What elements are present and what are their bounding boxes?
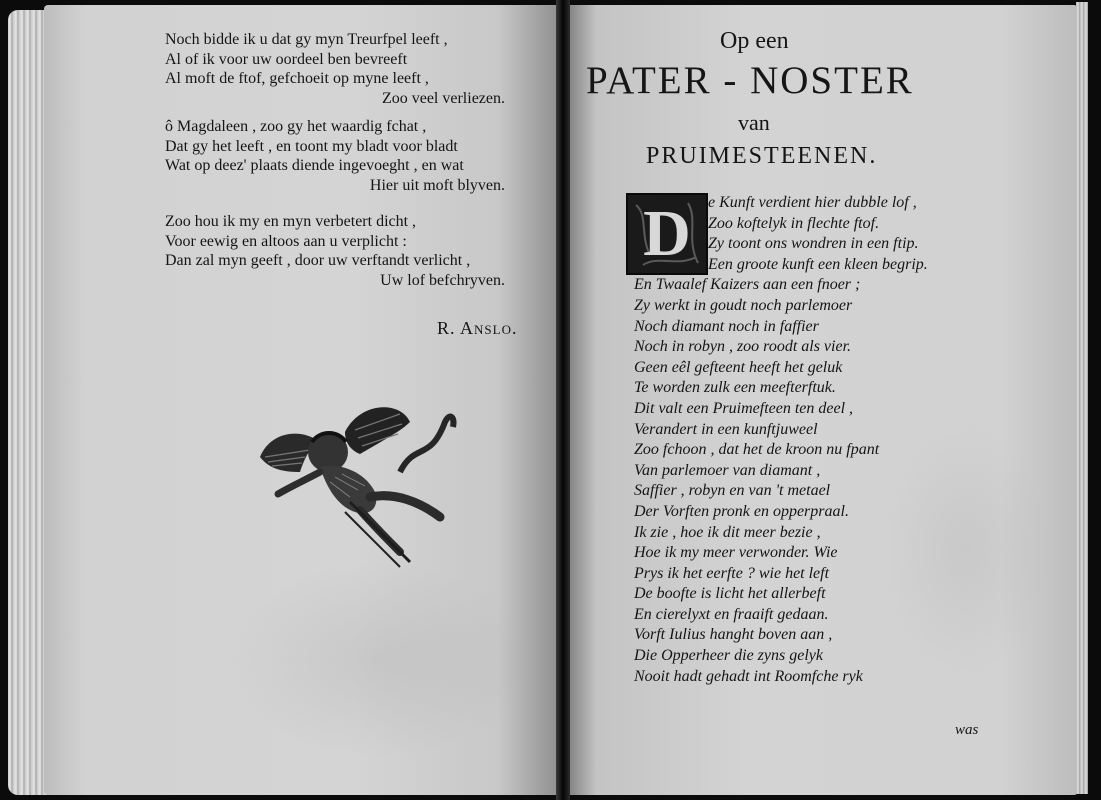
poem-line: Prys ik het eerfte ? wie het left bbox=[634, 564, 830, 582]
poem-line: Van parlemoer van diamant , bbox=[634, 461, 821, 479]
poem-line: Ik zie , hoe ik dit meer bezie , bbox=[634, 523, 821, 541]
book-gutter bbox=[556, 0, 570, 800]
verse-line: Al moft de ftof, gefchoeit op myne leeft , bbox=[165, 70, 429, 87]
title-line-3: van bbox=[738, 110, 770, 135]
poem-line: Nooit hadt gehadt int Roomfche ryk bbox=[634, 667, 863, 685]
verse-line: Voor eewig en altoos aan u verplicht : bbox=[165, 232, 407, 250]
left-stanza-1 bbox=[165, 30, 505, 108]
poem-line: Der Vorften pronk en opperpraal. bbox=[634, 502, 849, 520]
poem-line: De boofte is licht het allerbeft bbox=[634, 585, 826, 603]
poem-line: En cierelyxt en fraaift gedaan. bbox=[634, 605, 829, 623]
poem-line: En Twaalef Kaizers aan een fnoer ; bbox=[634, 276, 861, 294]
title-line-1: Op een bbox=[720, 28, 789, 54]
poem-body bbox=[634, 193, 1054, 687]
poem-line: Zy werkt in goudt noch parlemoer bbox=[634, 296, 853, 314]
poem-line: Een groote kunft een kleen begrip. bbox=[708, 255, 928, 273]
poem-line: Zoo koftelyk in flechte ftof. bbox=[708, 214, 880, 232]
poem-line: Geen eêl gefteent heeft het geluk bbox=[634, 358, 843, 376]
catchword: was bbox=[955, 722, 979, 738]
poem-line: e Kunft verdient hier dubble lof , bbox=[708, 194, 917, 211]
verse-line: Dat gy het leeft , en toont my bladt voor bladt bbox=[165, 137, 458, 155]
poem-line: Zy toont ons wondren in een ftip. bbox=[708, 235, 919, 253]
bleed-through-shadow bbox=[230, 560, 530, 760]
verse-line: ô Magdaleen , zoo gy het waardig fchat , bbox=[165, 118, 427, 135]
author-signature: R. Anslo. bbox=[437, 318, 518, 338]
left-stanza-2 bbox=[165, 117, 505, 195]
verse-line: Noch bidde ik u dat gy myn Treurfpel leeft , bbox=[165, 31, 448, 48]
poem-line: Verandert in een kunftjuweel bbox=[634, 420, 818, 438]
title-line-4: PRUIMESTEENEN. bbox=[646, 143, 878, 169]
drop-cap-letter: D bbox=[643, 197, 691, 270]
verse-line-refrain: Uw lof befchryven. bbox=[380, 271, 505, 289]
verse-line: Dan zal myn geeft , door uw verftandt verlicht , bbox=[165, 252, 471, 269]
cherub-ornament-icon bbox=[250, 402, 465, 570]
poem-line: Noch in robyn , zoo roodt als vier. bbox=[634, 338, 852, 356]
left-stanza-3 bbox=[165, 212, 505, 290]
page-edges-right bbox=[1076, 2, 1088, 794]
poem-line: Dit valt een Pruimefteen ten deel , bbox=[634, 399, 854, 417]
verse-line-refrain: Zoo veel verliezen. bbox=[381, 89, 505, 107]
verse-line: Zoo hou ik my en myn verbetert dicht , bbox=[165, 213, 417, 230]
poem-line: Noch diamant noch in faffier bbox=[634, 317, 819, 335]
poem-line: Vorft Iulius hanght boven aan , bbox=[634, 626, 833, 644]
poem-line: Hoe ik my meer verwonder. Wie bbox=[634, 544, 838, 562]
poem-line: Saffier , robyn en van 't metael bbox=[634, 482, 831, 500]
page-title: PATER - NOSTER bbox=[586, 59, 914, 102]
poem-line: Die Opperheer die zyns gelyk bbox=[634, 647, 823, 665]
verse-line: Al of ik voor uw oordeel ben bevreeft bbox=[165, 50, 408, 68]
verse-line-refrain: Hier uit moft blyven. bbox=[369, 176, 505, 194]
poem-line: Zoo fchoon , dat het de kroon nu fpant bbox=[634, 441, 880, 459]
verse-line: Wat op deez' plaats diende ingevoeght , en wat bbox=[165, 157, 464, 174]
poem-line: Te worden zulk een meefterftuk. bbox=[634, 379, 836, 397]
